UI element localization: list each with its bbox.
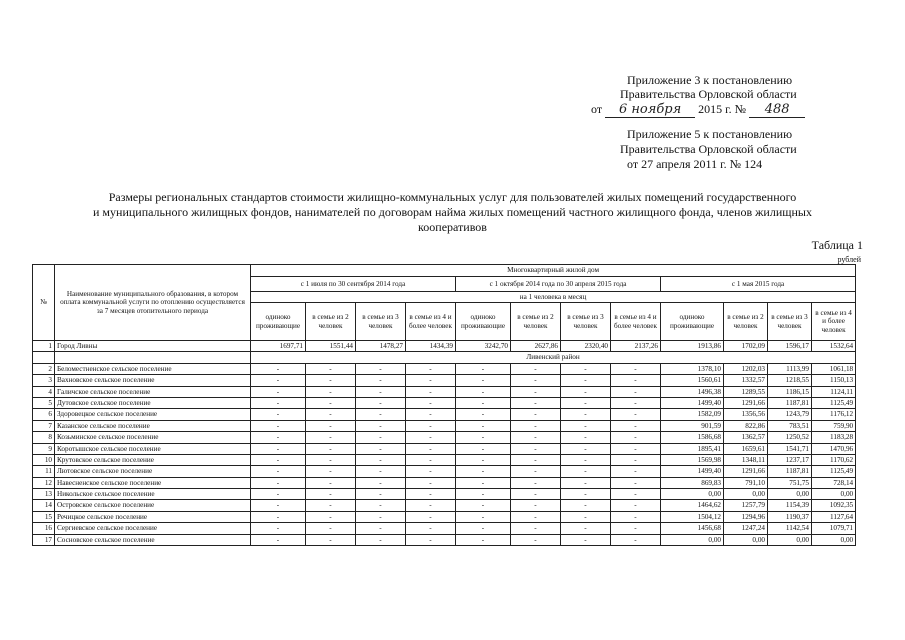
value-cell: 1470,96 xyxy=(812,443,856,454)
empty-value-cell: - xyxy=(251,466,306,477)
value-cell: 759,90 xyxy=(812,420,856,431)
empty-value-cell: - xyxy=(356,489,406,500)
value-cell: 1362,57 xyxy=(724,432,768,443)
empty-value-cell: - xyxy=(306,409,356,420)
empty-value-cell: - xyxy=(251,397,306,408)
empty-value-cell: - xyxy=(356,397,406,408)
value-cell: 0,00 xyxy=(812,534,856,545)
row-name: Навесненское сельское поселение xyxy=(55,477,251,488)
table-row xyxy=(33,489,856,500)
empty-value-cell: - xyxy=(456,500,511,511)
empty-value-cell: - xyxy=(356,534,406,545)
empty-value-cell: - xyxy=(611,511,661,522)
empty-value-cell: - xyxy=(611,454,661,465)
value-cell: 1569,98 xyxy=(661,454,724,465)
row-name: Дутовское сельское поселение xyxy=(55,397,251,408)
empty-value-cell: - xyxy=(561,534,611,545)
row-number: 2 xyxy=(33,363,55,374)
row-number: 12 xyxy=(33,477,55,488)
value-cell: 1697,71 xyxy=(251,341,306,352)
value-cell: 1478,27 xyxy=(356,341,406,352)
empty-value-cell: - xyxy=(511,500,561,511)
empty-value-cell: - xyxy=(611,409,661,420)
value-cell: 1125,49 xyxy=(812,466,856,477)
empty-value-cell: - xyxy=(561,397,611,408)
table-row xyxy=(33,363,856,374)
value-cell: 1061,18 xyxy=(812,363,856,374)
district-row xyxy=(33,352,856,363)
value-cell: 1243,79 xyxy=(768,409,812,420)
empty-value-cell: - xyxy=(356,523,406,534)
value-cell: 1202,03 xyxy=(724,363,768,374)
value-cell: 1332,57 xyxy=(724,375,768,386)
empty-value-cell: - xyxy=(611,420,661,431)
empty-value-cell: - xyxy=(511,432,561,443)
value-cell: 1186,15 xyxy=(768,386,812,397)
empty-value-cell: - xyxy=(306,420,356,431)
empty-value-cell: - xyxy=(356,420,406,431)
empty-value-cell: - xyxy=(611,397,661,408)
empty-value-cell: - xyxy=(406,477,456,488)
table-row xyxy=(33,397,856,408)
empty-value-cell: - xyxy=(406,534,456,545)
empty-value-cell: - xyxy=(406,386,456,397)
table-row xyxy=(33,443,856,454)
value-cell: 0,00 xyxy=(812,489,856,500)
appendix3-date-line xyxy=(591,102,805,118)
table-row xyxy=(33,511,856,522)
appendix5-line2: Правительства Орловской области xyxy=(620,142,797,156)
empty-value-cell: - xyxy=(611,466,661,477)
row-name: Казанское сельское поселение xyxy=(55,420,251,431)
appendix3-line2: Правительства Орловской области xyxy=(620,87,797,101)
empty-value-cell: - xyxy=(611,375,661,386)
value-cell: 1541,71 xyxy=(768,443,812,454)
col-header-period1: с 1 июля по 30 сентября 2014 года xyxy=(251,277,456,292)
empty-value-cell: - xyxy=(306,375,356,386)
empty-value-cell: - xyxy=(356,466,406,477)
row-name: Лютовское сельское поселение xyxy=(55,466,251,477)
table-row xyxy=(33,454,856,465)
empty-value-cell: - xyxy=(406,443,456,454)
empty-value-cell: - xyxy=(611,443,661,454)
empty-value-cell: - xyxy=(406,409,456,420)
value-cell: 791,10 xyxy=(724,477,768,488)
row-name: Сосновское сельское поселение xyxy=(55,534,251,545)
empty-value-cell: - xyxy=(456,477,511,488)
value-cell: 1183,28 xyxy=(812,432,856,443)
empty-value-cell: - xyxy=(406,397,456,408)
value-cell: 1560,61 xyxy=(661,375,724,386)
col-header-household: в семье из 3 человек xyxy=(561,303,611,341)
empty-value-cell: - xyxy=(561,409,611,420)
value-cell: 1176,12 xyxy=(812,409,856,420)
value-cell: 1291,66 xyxy=(724,466,768,477)
value-cell: 1187,81 xyxy=(768,397,812,408)
value-cell: 1499,40 xyxy=(661,466,724,477)
empty-value-cell: - xyxy=(356,477,406,488)
empty-value-cell: - xyxy=(251,375,306,386)
empty-value-cell: - xyxy=(306,363,356,374)
row-name: Здоровецкое сельское поселение xyxy=(55,409,251,420)
row-number: 3 xyxy=(33,375,55,386)
row-name: Островское сельское поселение xyxy=(55,500,251,511)
value-cell: 1092,35 xyxy=(812,500,856,511)
empty-value-cell: - xyxy=(356,432,406,443)
empty-value-cell: - xyxy=(306,489,356,500)
row-number: 1 xyxy=(33,341,55,352)
value-cell: 1247,24 xyxy=(724,523,768,534)
value-cell: 0,00 xyxy=(724,534,768,545)
row-number: 4 xyxy=(33,386,55,397)
value-cell: 1250,52 xyxy=(768,432,812,443)
empty-value-cell: - xyxy=(251,511,306,522)
empty-value-cell: - xyxy=(511,397,561,408)
district-label: Ливенский район xyxy=(251,352,856,363)
value-cell: 728,14 xyxy=(812,477,856,488)
empty-value-cell: - xyxy=(511,454,561,465)
value-cell: 1659,61 xyxy=(724,443,768,454)
value-cell: 1142,54 xyxy=(768,523,812,534)
empty-value-cell: - xyxy=(511,466,561,477)
title-line: Размеры региональных стандартов стоимости жилищно-коммунальных услуг для пользователей жилых помещений государственного xyxy=(108,190,797,204)
empty-value-cell: - xyxy=(561,477,611,488)
value-cell: 1113,99 xyxy=(768,363,812,374)
value-cell: 1582,09 xyxy=(661,409,724,420)
empty-value-cell: - xyxy=(306,534,356,545)
row-number: 8 xyxy=(33,432,55,443)
empty-value-cell: - xyxy=(611,432,661,443)
empty-value-cell: - xyxy=(356,454,406,465)
empty-value-cell: - xyxy=(306,466,356,477)
col-header-period2: с 1 октября 2014 года по 30 апреля 2015 года xyxy=(456,277,661,292)
empty-value-cell: - xyxy=(306,432,356,443)
empty-value-cell: - xyxy=(251,432,306,443)
col-header-household: в семье из 3 человек xyxy=(356,303,406,341)
value-cell: 2137,26 xyxy=(611,341,661,352)
col-header-household: в семье из 2 человек xyxy=(306,303,356,341)
row-name: Коротышское сельское поселение xyxy=(55,443,251,454)
value-cell: 1702,09 xyxy=(724,341,768,352)
empty-value-cell: - xyxy=(456,534,511,545)
value-cell: 1291,66 xyxy=(724,397,768,408)
empty-value-cell: - xyxy=(456,523,511,534)
col-header-household: одиноко проживающие xyxy=(251,303,306,341)
handwritten-number: 488 xyxy=(749,103,805,118)
empty-value-cell: - xyxy=(406,511,456,522)
empty-value-cell: - xyxy=(251,477,306,488)
empty-value-cell: - xyxy=(561,466,611,477)
empty-value-cell: - xyxy=(406,432,456,443)
row-number: 6 xyxy=(33,409,55,420)
value-cell: 751,75 xyxy=(768,477,812,488)
value-cell: 1257,79 xyxy=(724,500,768,511)
empty-value-cell: - xyxy=(251,443,306,454)
units-label: рублей xyxy=(837,255,861,264)
table-row xyxy=(33,420,856,431)
empty-value-cell: - xyxy=(251,454,306,465)
appendix5-line1: Приложение 5 к постановлению xyxy=(627,127,793,141)
empty-value-cell: - xyxy=(511,477,561,488)
col-header-per-person: на 1 человека в месяц xyxy=(251,292,856,303)
value-cell: 0,00 xyxy=(768,534,812,545)
col-header-household: одиноко проживающие xyxy=(456,303,511,341)
empty-value-cell: - xyxy=(251,386,306,397)
value-cell: 1124,11 xyxy=(812,386,856,397)
value-cell: 0,00 xyxy=(661,489,724,500)
empty-value-cell: - xyxy=(611,477,661,488)
empty-value-cell: - xyxy=(511,375,561,386)
empty-value-cell: - xyxy=(456,511,511,522)
value-cell: 1913,86 xyxy=(661,341,724,352)
col-header-building: Многоквартирный жилой дом xyxy=(251,265,856,277)
empty-value-cell: - xyxy=(251,489,306,500)
row-number: 11 xyxy=(33,466,55,477)
row-name: Никольское сельское поселение xyxy=(55,489,251,500)
value-cell: 822,86 xyxy=(724,420,768,431)
empty-value-cell: - xyxy=(456,409,511,420)
table-row xyxy=(33,375,856,386)
value-cell: 1504,12 xyxy=(661,511,724,522)
col-header-household: в семье из 4 и более человек xyxy=(812,303,856,341)
empty-value-cell: - xyxy=(511,409,561,420)
value-cell: 1187,81 xyxy=(768,466,812,477)
value-cell: 1348,11 xyxy=(724,454,768,465)
value-cell: 869,83 xyxy=(661,477,724,488)
empty-value-cell: - xyxy=(511,534,561,545)
table-row xyxy=(33,341,856,352)
value-cell: 1434,39 xyxy=(406,341,456,352)
empty-value-cell: - xyxy=(251,420,306,431)
value-cell: 1190,37 xyxy=(768,511,812,522)
table-row xyxy=(33,409,856,420)
col-header-household: в семье из 4 и более человек xyxy=(611,303,661,341)
row-name: Город Ливны xyxy=(55,341,251,352)
empty-value-cell: - xyxy=(251,534,306,545)
empty-value-cell: - xyxy=(456,397,511,408)
empty-value-cell: - xyxy=(306,511,356,522)
title-line: кооперативов xyxy=(418,220,487,234)
row-number: 5 xyxy=(33,397,55,408)
empty-value-cell: - xyxy=(406,500,456,511)
empty-value-cell: - xyxy=(251,523,306,534)
handwritten-date: 6 ноября xyxy=(605,103,695,118)
table-label: Таблица 1 xyxy=(811,238,863,252)
empty-value-cell: - xyxy=(561,363,611,374)
empty-value-cell: - xyxy=(456,454,511,465)
value-cell: 1125,49 xyxy=(812,397,856,408)
value-cell: 1170,62 xyxy=(812,454,856,465)
empty-value-cell: - xyxy=(306,477,356,488)
empty-value-cell: - xyxy=(456,489,511,500)
row-number: 16 xyxy=(33,523,55,534)
empty-value-cell: - xyxy=(611,386,661,397)
empty-value-cell: - xyxy=(511,511,561,522)
value-cell: 1532,64 xyxy=(812,341,856,352)
empty-value-cell: - xyxy=(561,511,611,522)
value-cell: 1895,41 xyxy=(661,443,724,454)
table-row xyxy=(33,386,856,397)
empty-value-cell: - xyxy=(406,363,456,374)
empty-value-cell: - xyxy=(456,375,511,386)
value-cell: 1218,55 xyxy=(768,375,812,386)
empty-value-cell: - xyxy=(251,409,306,420)
empty-value-cell: - xyxy=(561,420,611,431)
row-name: Вахновское сельское поселение xyxy=(55,375,251,386)
empty-value-cell: - xyxy=(306,454,356,465)
empty-value-cell: - xyxy=(306,523,356,534)
col-header-period3: с 1 мая 2015 года xyxy=(661,277,856,292)
empty-value-cell: - xyxy=(611,363,661,374)
empty-value-cell: - xyxy=(611,523,661,534)
empty-value-cell: - xyxy=(306,397,356,408)
empty-value-cell: - xyxy=(356,386,406,397)
value-cell: 3242,70 xyxy=(456,341,511,352)
empty-value-cell: - xyxy=(611,500,661,511)
appendix3-line1: Приложение 3 к постановлению xyxy=(627,73,793,87)
empty-value-cell: - xyxy=(511,489,561,500)
empty-value-cell: - xyxy=(611,489,661,500)
empty-value-cell: - xyxy=(511,386,561,397)
from-label: от xyxy=(591,102,603,116)
value-cell: 1127,64 xyxy=(812,511,856,522)
empty-value-cell: - xyxy=(406,420,456,431)
row-number: 7 xyxy=(33,420,55,431)
empty-value-cell: - xyxy=(306,386,356,397)
value-cell: 1496,38 xyxy=(661,386,724,397)
value-cell: 1456,68 xyxy=(661,523,724,534)
empty-value-cell: - xyxy=(356,443,406,454)
table-row xyxy=(33,534,856,545)
empty-value-cell: - xyxy=(561,432,611,443)
value-cell: 1150,13 xyxy=(812,375,856,386)
value-cell: 1237,17 xyxy=(768,454,812,465)
value-cell: 1356,56 xyxy=(724,409,768,420)
value-cell: 2627,86 xyxy=(511,341,561,352)
row-number xyxy=(33,352,55,363)
empty-value-cell: - xyxy=(511,443,561,454)
empty-value-cell: - xyxy=(561,500,611,511)
row-name: Беломестненское сельское поселение xyxy=(55,363,251,374)
row-name: Галичское сельское поселение xyxy=(55,386,251,397)
row-name: Сергиевское сельское поселение xyxy=(55,523,251,534)
empty-value-cell: - xyxy=(511,420,561,431)
row-number: 9 xyxy=(33,443,55,454)
empty-value-cell: - xyxy=(561,489,611,500)
value-cell: 1378,10 xyxy=(661,363,724,374)
value-cell: 1586,68 xyxy=(661,432,724,443)
empty-value-cell: - xyxy=(456,466,511,477)
col-header-household: в семье из 2 человек xyxy=(724,303,768,341)
value-cell: 1289,55 xyxy=(724,386,768,397)
empty-value-cell: - xyxy=(511,523,561,534)
row-name: Козьминское сельское поселение xyxy=(55,432,251,443)
empty-value-cell: - xyxy=(356,375,406,386)
row-name: Речицкое сельское поселение xyxy=(55,511,251,522)
row-number: 14 xyxy=(33,500,55,511)
empty-value-cell: - xyxy=(406,466,456,477)
empty-value-cell: - xyxy=(611,534,661,545)
row-name: Крутовское сельское поселение xyxy=(55,454,251,465)
table-row xyxy=(33,477,856,488)
empty-value-cell: - xyxy=(306,443,356,454)
empty-value-cell: - xyxy=(406,523,456,534)
empty-value-cell: - xyxy=(406,489,456,500)
col-header-household: в семье из 2 человек xyxy=(511,303,561,341)
empty-value-cell: - xyxy=(456,432,511,443)
document-title xyxy=(20,190,885,235)
row-name xyxy=(55,352,251,363)
empty-value-cell: - xyxy=(456,363,511,374)
col-header-name: Наименование муниципального образования, в котором оплата коммунальной услуги по отоплению осуществляется за 7 месяцев отопительного периода xyxy=(55,265,251,341)
row-number: 15 xyxy=(33,511,55,522)
title-line: и муниципального жилищных фондов, нанимателей по договорам найма жилых помещений частного жилищного фонда, членов жилищных xyxy=(93,205,812,219)
row-number: 13 xyxy=(33,489,55,500)
empty-value-cell: - xyxy=(356,409,406,420)
value-cell: 1079,71 xyxy=(812,523,856,534)
empty-value-cell: - xyxy=(356,363,406,374)
standards-table xyxy=(32,264,856,546)
value-cell: 0,00 xyxy=(724,489,768,500)
value-cell: 1154,39 xyxy=(768,500,812,511)
value-cell: 1464,62 xyxy=(661,500,724,511)
empty-value-cell: - xyxy=(456,443,511,454)
empty-value-cell: - xyxy=(251,363,306,374)
empty-value-cell: - xyxy=(456,386,511,397)
row-number: 17 xyxy=(33,534,55,545)
empty-value-cell: - xyxy=(561,454,611,465)
value-cell: 2320,40 xyxy=(561,341,611,352)
table-row xyxy=(33,523,856,534)
empty-value-cell: - xyxy=(356,500,406,511)
empty-value-cell: - xyxy=(251,500,306,511)
value-cell: 1294,96 xyxy=(724,511,768,522)
row-number: 10 xyxy=(33,454,55,465)
value-cell: 783,51 xyxy=(768,420,812,431)
year-label: 2015 г. xyxy=(698,102,732,116)
col-header-household: в семье из 3 человек xyxy=(768,303,812,341)
appendix5-line3: от 27 апреля 2011 г. № 124 xyxy=(627,157,763,171)
value-cell: 901,59 xyxy=(661,420,724,431)
empty-value-cell: - xyxy=(356,511,406,522)
value-cell: 0,00 xyxy=(661,534,724,545)
table-row xyxy=(33,500,856,511)
value-cell: 1551,44 xyxy=(306,341,356,352)
empty-value-cell: - xyxy=(406,454,456,465)
table-row xyxy=(33,432,856,443)
empty-value-cell: - xyxy=(561,523,611,534)
empty-value-cell: - xyxy=(406,375,456,386)
table-row xyxy=(33,466,856,477)
empty-value-cell: - xyxy=(456,420,511,431)
empty-value-cell: - xyxy=(561,386,611,397)
empty-value-cell: - xyxy=(306,500,356,511)
col-header-household: одиноко проживающие xyxy=(661,303,724,341)
col-header-no: № xyxy=(33,265,55,341)
number-sign: № xyxy=(734,102,747,116)
value-cell: 1596,17 xyxy=(768,341,812,352)
value-cell: 0,00 xyxy=(768,489,812,500)
col-header-household: в семье из 4 и более человек xyxy=(406,303,456,341)
empty-value-cell: - xyxy=(561,375,611,386)
empty-value-cell: - xyxy=(511,363,561,374)
value-cell: 1499,40 xyxy=(661,397,724,408)
empty-value-cell: - xyxy=(561,443,611,454)
